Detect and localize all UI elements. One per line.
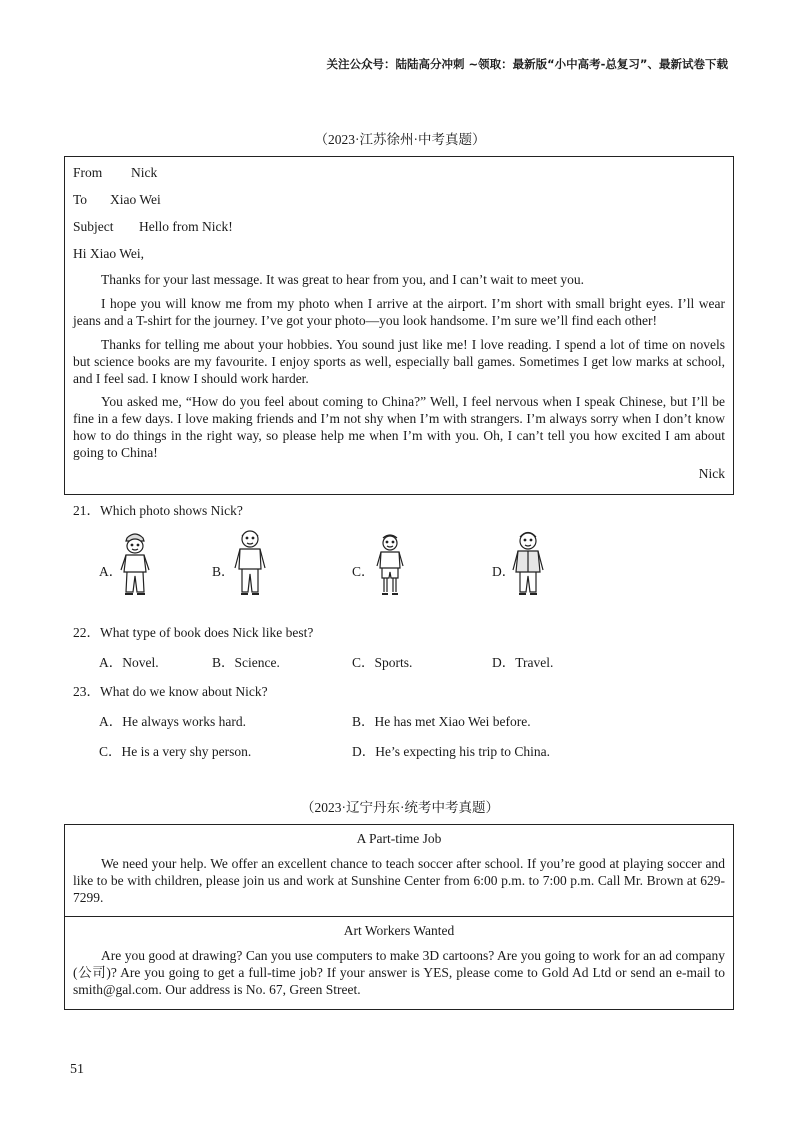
option-c[interactable]: C．Sports.	[352, 655, 413, 670]
to-label: To	[73, 192, 88, 207]
email-subject-row	[73, 219, 233, 235]
email-box	[64, 156, 734, 495]
option-d[interactable]: D．Travel.	[492, 655, 554, 670]
question-22: 22．What type of book does Nick like best?	[73, 625, 314, 640]
option-b[interactable]: B．Science.	[212, 655, 280, 670]
option-a[interactable]: A．Novel.	[99, 655, 159, 670]
header-note: 关注公众号：陆陆高分冲刺 ~领取：最新版“小中高考-总复习”、最新试卷下载	[326, 57, 728, 71]
email-paragraph: Thanks for telling me about your hobbies. You sound just like me! I love reading. I spend a lot of time on novels but science books are my favourite. I enjoy sports as well, especially ball games. Sometimes I get low marks at school, and I feel sad. I know I should work harder.	[73, 337, 725, 386]
question-21: 21．Which photo shows Nick?	[73, 503, 243, 518]
option-c-label[interactable]: C．	[352, 564, 375, 579]
boy-figure-a[interactable]	[117, 530, 153, 598]
to-value: Xiao Wei	[110, 192, 161, 207]
email-signature: Nick	[698, 466, 725, 481]
ad-title: Art Workers Wanted	[343, 923, 455, 938]
boy-figure-c[interactable]	[372, 530, 408, 598]
email-paragraph: Thanks for your last message. It was great to hear from you, and I can’t wait to meet you.	[101, 272, 584, 287]
option-c[interactable]: C．He is a very shy person.	[99, 744, 252, 759]
boy-figure-d[interactable]	[510, 528, 546, 598]
option-b[interactable]: B．He has met Xiao Wei before.	[352, 714, 531, 729]
page-number: 51	[70, 1062, 84, 1077]
ad-title: A Part-time Job	[356, 831, 442, 846]
ad-body: We need your help. We offer an excellent chance to teach soccer after school. If you’re good at playing soccer and like to be with children, please join us and work at Sunshine Center from 6:00 p.m. to 7:00 p.m. Call Mr. Brown at 629-7299.	[73, 856, 725, 905]
section2-source: （2023·辽宁丹东·统考中考真题）	[301, 800, 499, 815]
email-from-row	[73, 165, 157, 181]
question-23: 23．What do we know about Nick?	[73, 684, 268, 699]
option-d[interactable]: D．He’s expecting his trip to China.	[352, 744, 550, 759]
option-b-label[interactable]: B．	[212, 564, 235, 579]
ad-divider	[65, 916, 733, 917]
option-a-label[interactable]: A．	[99, 564, 123, 579]
email-greeting: Hi Xiao Wei,	[73, 246, 145, 261]
ad-body: Are you good at drawing? Can you use computers to make 3D cartoons? Are you going to work for an ad company (公司)? Are you going to get a full-time job? If your answer is YES, please come to Gold Ad Ltd or send an e-mail to smith@gal.com. Our address is No. 67, Green Street.	[73, 948, 725, 997]
email-paragraph: You asked me, “How do you feel about coming to China?” Well, I feel nervous when I speak Chinese, but I’ll be fine in a few days. I love making friends and I’m not shy when I’m with strangers. I’m always sorry when I don’t know how to do things in the right way, so please help me when I’m with you. Oh, I can’t tell you how excited I am about going to China!	[73, 394, 725, 460]
option-a[interactable]: A．He always works hard.	[99, 714, 246, 729]
section1-source: （2023·江苏徐州·中考真题）	[314, 132, 486, 147]
email-paragraph: I hope you will know me from my photo when I arrive at the airport. I’m short with small bright eyes. I’ll wear jeans and a T-shirt for the journey. I’ve got your photo—you look handsome. I’m sure we’ll find each other!	[73, 296, 725, 328]
ads-box	[64, 824, 734, 1010]
email-to-row	[73, 192, 161, 208]
from-label: From	[73, 165, 103, 180]
subject-value: Hello from Nick!	[139, 219, 233, 234]
from-value: Nick	[131, 165, 158, 180]
subject-label: Subject	[73, 219, 114, 234]
boy-figure-b[interactable]	[232, 526, 268, 598]
option-d-label[interactable]: D．	[492, 564, 516, 579]
